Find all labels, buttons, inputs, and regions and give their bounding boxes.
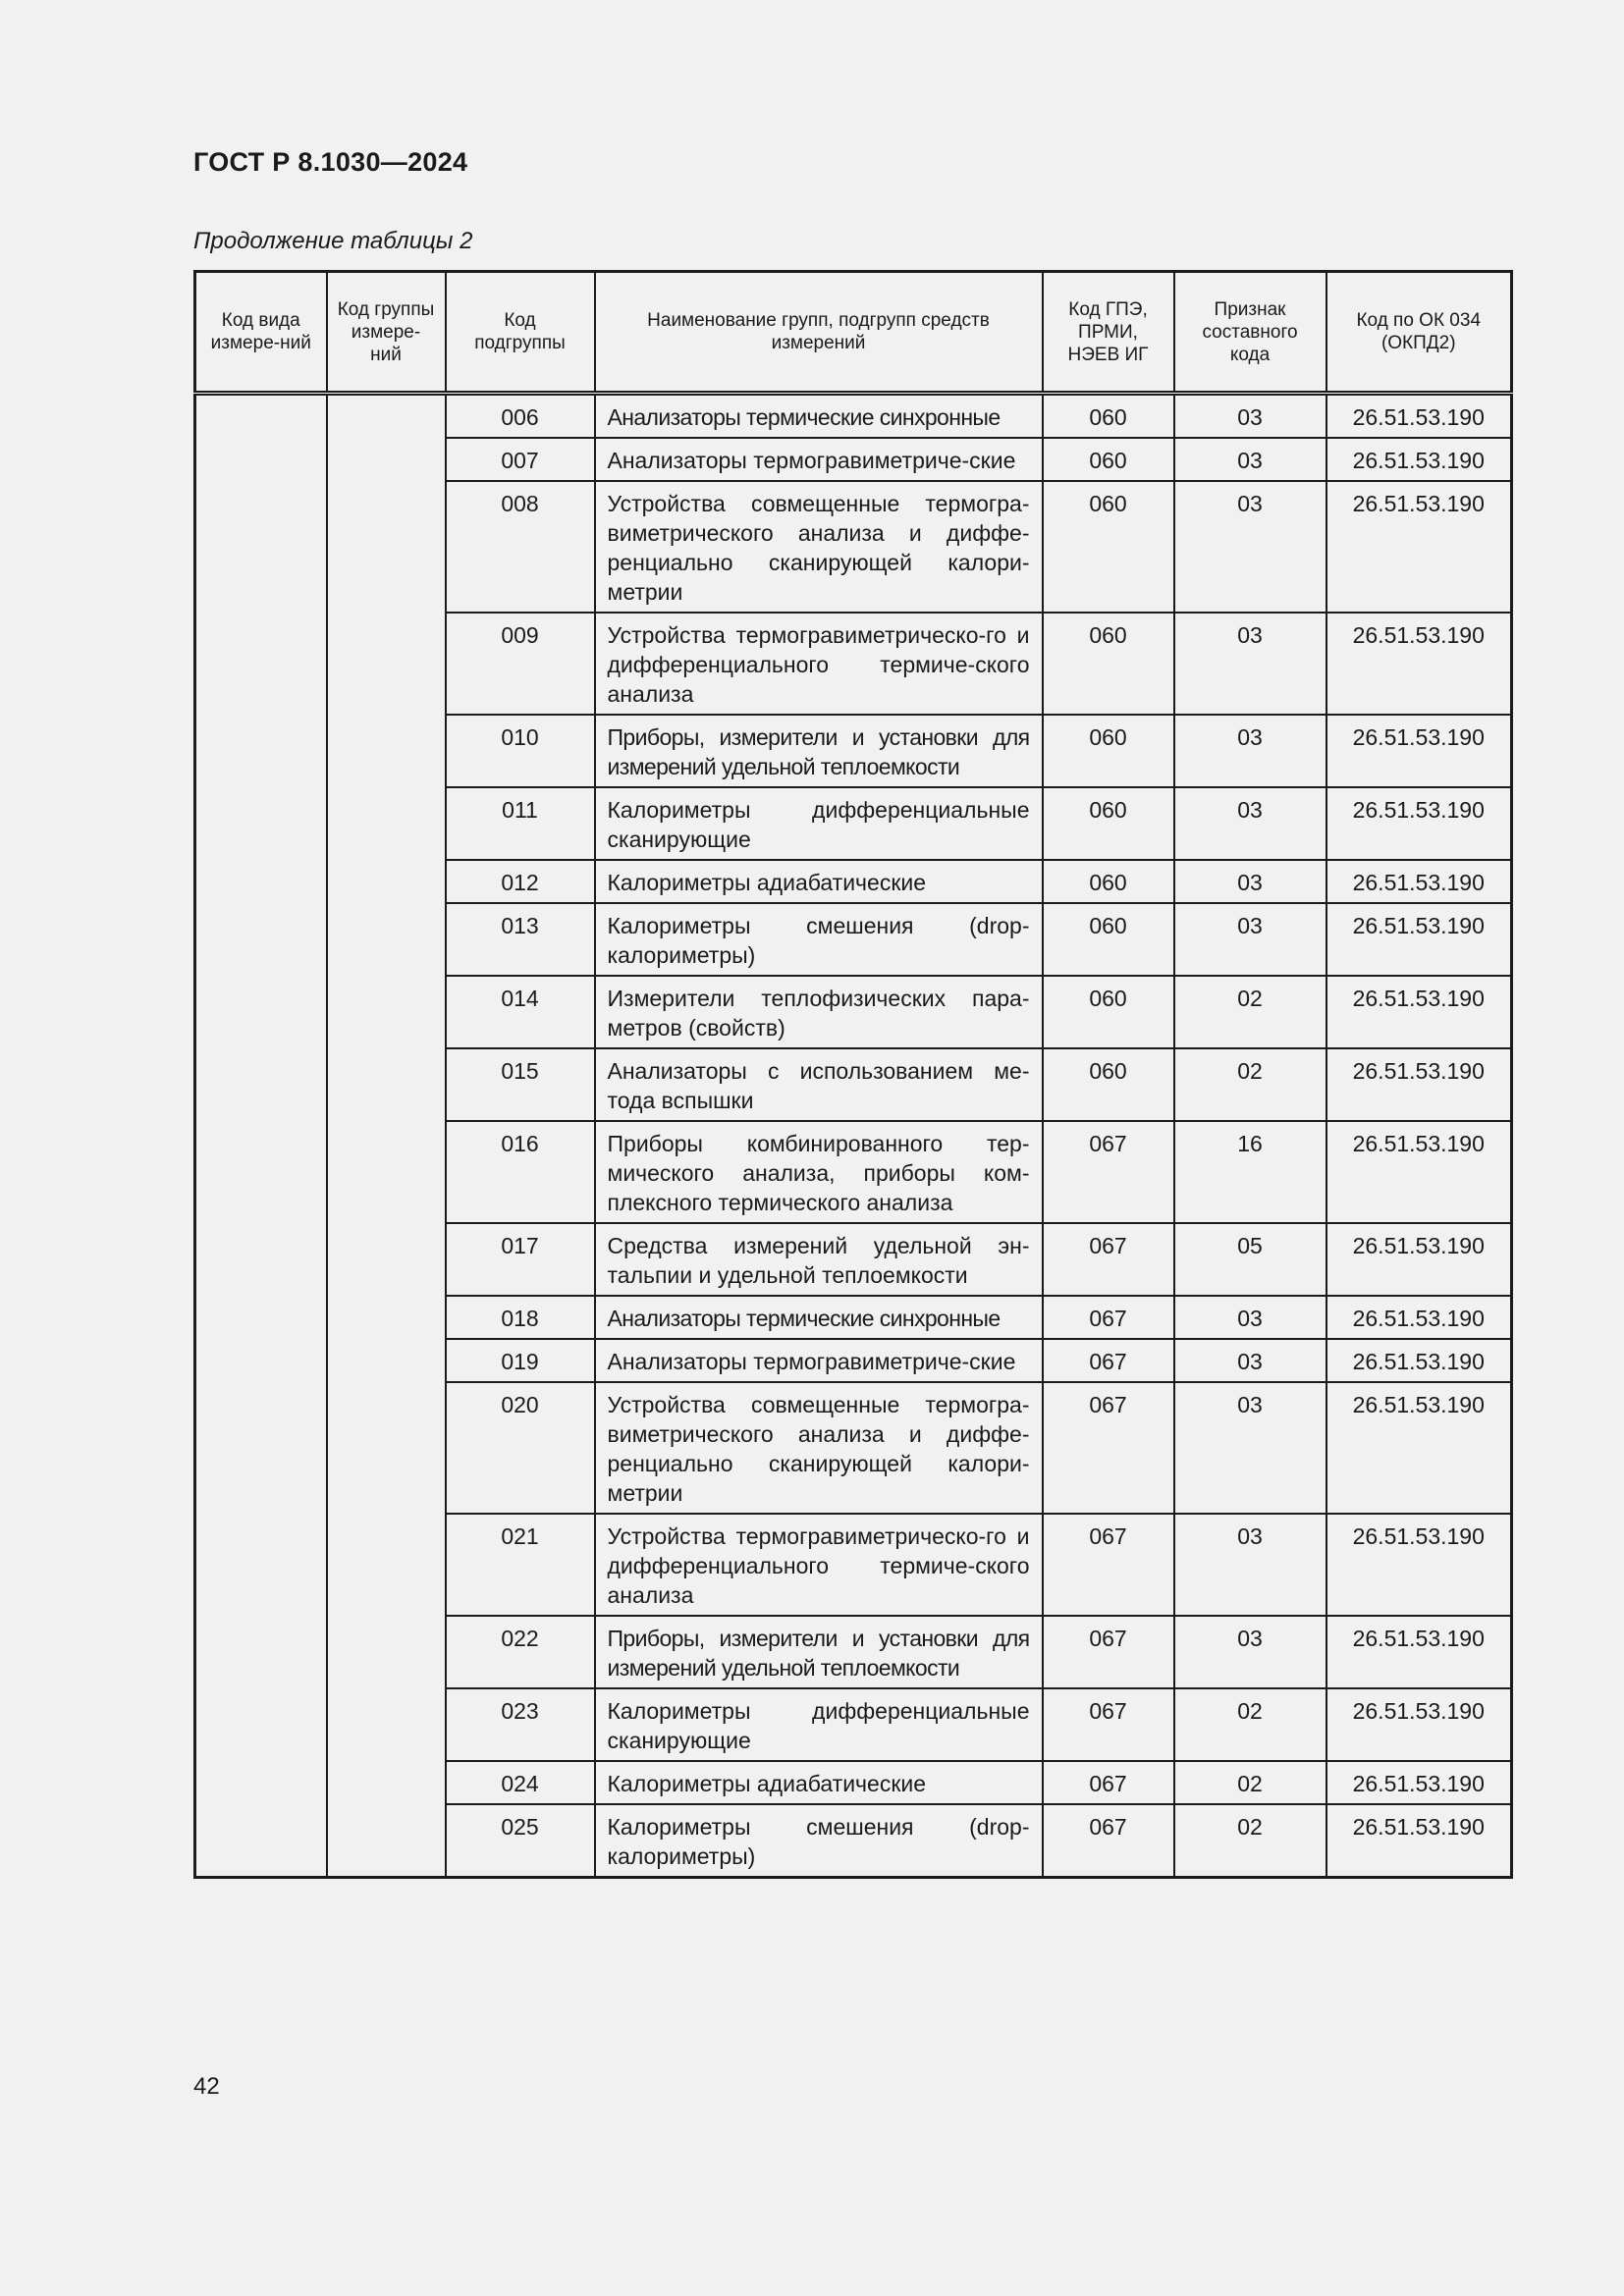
gpe-code-cell: 067	[1043, 1296, 1174, 1339]
subgroup-code-cell: 016	[446, 1121, 595, 1223]
gpe-code-cell: 067	[1043, 1761, 1174, 1804]
okpd2-code-cell: 26.51.53.190	[1326, 481, 1512, 613]
okpd2-code-cell: 26.51.53.190	[1326, 787, 1512, 860]
gpe-code-cell: 067	[1043, 1382, 1174, 1514]
composite-sign-cell: 02	[1174, 976, 1326, 1048]
gpe-code-cell: 060	[1043, 860, 1174, 903]
subgroup-code-cell: 011	[446, 787, 595, 860]
subgroup-code-cell: 006	[446, 394, 595, 439]
subgroup-code-cell: 025	[446, 1804, 595, 1878]
gpe-code-cell: 067	[1043, 1616, 1174, 1688]
subgroup-code-cell: 024	[446, 1761, 595, 1804]
gpe-code-cell: 060	[1043, 613, 1174, 715]
okpd2-code-cell: 26.51.53.190	[1326, 1688, 1512, 1761]
composite-sign-cell: 02	[1174, 1761, 1326, 1804]
okpd2-code-cell: 26.51.53.190	[1326, 1339, 1512, 1382]
group-name-cell: Приборы комбинированного тер-мического анализа, приборы ком-плексного термического анализа	[595, 1121, 1043, 1223]
group-name-cell: Измерители теплофизических пара-метров (свойств)	[595, 976, 1043, 1048]
measurement-group-cell	[327, 394, 446, 1878]
gpe-code-cell: 067	[1043, 1514, 1174, 1616]
subgroup-code-cell: 018	[446, 1296, 595, 1339]
group-name-cell: Устройства термогравиметрическо-го и дифференциального термиче-ского анализа	[595, 613, 1043, 715]
okpd2-code-cell: 26.51.53.190	[1326, 860, 1512, 903]
okpd2-code-cell: 26.51.53.190	[1326, 394, 1512, 439]
composite-sign-cell: 03	[1174, 787, 1326, 860]
group-name-cell: Устройства совмещенные термогра-виметрического анализа и диффе-ренциально сканирующей калори-метрии	[595, 1382, 1043, 1514]
okpd2-code-cell: 26.51.53.190	[1326, 903, 1512, 976]
subgroup-code-cell: 008	[446, 481, 595, 613]
okpd2-code-cell: 26.51.53.190	[1326, 1616, 1512, 1688]
okpd2-code-cell: 26.51.53.190	[1326, 1223, 1512, 1296]
subgroup-code-cell: 021	[446, 1514, 595, 1616]
composite-sign-cell: 03	[1174, 715, 1326, 787]
gpe-code-cell: 060	[1043, 394, 1174, 439]
gpe-code-cell: 060	[1043, 787, 1174, 860]
gpe-code-cell: 060	[1043, 903, 1174, 976]
gpe-code-cell: 067	[1043, 1688, 1174, 1761]
subgroup-code-cell: 019	[446, 1339, 595, 1382]
column-header-subgroup-code: Код подгруппы	[446, 272, 595, 394]
group-name-cell: Калориметры адиабатические	[595, 860, 1043, 903]
composite-sign-cell: 03	[1174, 394, 1326, 439]
okpd2-code-cell: 26.51.53.190	[1326, 1514, 1512, 1616]
table-caption: Продолжение таблицы 2	[193, 228, 473, 254]
composite-sign-cell: 02	[1174, 1048, 1326, 1121]
subgroup-code-cell: 022	[446, 1616, 595, 1688]
okpd2-code-cell: 26.51.53.190	[1326, 438, 1512, 481]
okpd2-code-cell: 26.51.53.190	[1326, 1804, 1512, 1878]
gpe-code-cell: 067	[1043, 1804, 1174, 1878]
subgroup-code-cell: 009	[446, 613, 595, 715]
composite-sign-cell: 02	[1174, 1688, 1326, 1761]
column-header-group-name: Наименование групп, подгрупп средств измерений	[595, 272, 1043, 394]
group-name-cell: Калориметры дифференциальные сканирующие	[595, 787, 1043, 860]
table-header-row	[195, 272, 1512, 394]
measurement-type-cell	[195, 394, 327, 1878]
okpd2-code-cell: 26.51.53.190	[1326, 1761, 1512, 1804]
group-name-cell: Средства измерений удельной эн-тальпии и удельной теплоемкости	[595, 1223, 1043, 1296]
okpd2-code-cell: 26.51.53.190	[1326, 1048, 1512, 1121]
table-body	[195, 394, 1512, 1878]
composite-sign-cell: 03	[1174, 481, 1326, 613]
subgroup-code-cell: 007	[446, 438, 595, 481]
gpe-code-cell: 060	[1043, 481, 1174, 613]
group-name-cell: Анализаторы термические синхронные	[595, 394, 1043, 439]
composite-sign-cell: 03	[1174, 903, 1326, 976]
gpe-code-cell: 060	[1043, 976, 1174, 1048]
composite-sign-cell: 03	[1174, 1296, 1326, 1339]
column-header-composite-sign: Признак составного кода	[1174, 272, 1326, 394]
column-header-measurement-group-code: Код группы измере-ний	[327, 272, 446, 394]
subgroup-code-cell: 023	[446, 1688, 595, 1761]
composite-sign-cell: 16	[1174, 1121, 1326, 1223]
subgroup-code-cell: 017	[446, 1223, 595, 1296]
okpd2-code-cell: 26.51.53.190	[1326, 1296, 1512, 1339]
group-name-cell: Устройства термогравиметрическо-го и дифференциального термиче-ского анализа	[595, 1514, 1043, 1616]
subgroup-code-cell: 015	[446, 1048, 595, 1121]
document-header: ГОСТ Р 8.1030—2024	[193, 147, 468, 177]
gpe-code-cell: 060	[1043, 438, 1174, 481]
group-name-cell: Калориметры дифференциальные сканирующие	[595, 1688, 1043, 1761]
composite-sign-cell: 03	[1174, 438, 1326, 481]
table-row	[195, 394, 1512, 439]
okpd2-code-cell: 26.51.53.190	[1326, 1382, 1512, 1514]
group-name-cell: Приборы, измерители и установки для измерений удельной теплоемкости	[595, 715, 1043, 787]
composite-sign-cell: 02	[1174, 1804, 1326, 1878]
composite-sign-cell: 05	[1174, 1223, 1326, 1296]
group-name-cell: Приборы, измерители и установки для измерений удельной теплоемкости	[595, 1616, 1043, 1688]
gpe-code-cell: 060	[1043, 1048, 1174, 1121]
page-number: 42	[193, 2073, 220, 2100]
subgroup-code-cell: 014	[446, 976, 595, 1048]
subgroup-code-cell: 013	[446, 903, 595, 976]
okpd2-code-cell: 26.51.53.190	[1326, 1121, 1512, 1223]
okpd2-code-cell: 26.51.53.190	[1326, 613, 1512, 715]
okpd2-code-cell: 26.51.53.190	[1326, 715, 1512, 787]
gpe-code-cell: 067	[1043, 1339, 1174, 1382]
composite-sign-cell: 03	[1174, 1514, 1326, 1616]
column-header-measurement-type-code: Код вида измере-ний	[195, 272, 327, 394]
group-name-cell: Калориметры смешения (drop-калориметры)	[595, 903, 1043, 976]
measurement-table	[193, 270, 1513, 1879]
group-name-cell: Калориметры адиабатические	[595, 1761, 1043, 1804]
composite-sign-cell: 03	[1174, 1616, 1326, 1688]
composite-sign-cell: 03	[1174, 613, 1326, 715]
group-name-cell: Анализаторы с использованием ме-тода вспышки	[595, 1048, 1043, 1121]
subgroup-code-cell: 012	[446, 860, 595, 903]
subgroup-code-cell: 010	[446, 715, 595, 787]
group-name-cell: Калориметры смешения (drop-калориметры)	[595, 1804, 1043, 1878]
gpe-code-cell: 067	[1043, 1223, 1174, 1296]
gpe-code-cell: 060	[1043, 715, 1174, 787]
column-header-okpd2-code: Код по ОК 034 (ОКПД2)	[1326, 272, 1512, 394]
composite-sign-cell: 03	[1174, 1339, 1326, 1382]
subgroup-code-cell: 020	[446, 1382, 595, 1514]
gpe-code-cell: 067	[1043, 1121, 1174, 1223]
group-name-cell: Анализаторы термогравиметриче-ские	[595, 1339, 1043, 1382]
group-name-cell: Анализаторы термические синхронные	[595, 1296, 1043, 1339]
composite-sign-cell: 03	[1174, 1382, 1326, 1514]
composite-sign-cell: 03	[1174, 860, 1326, 903]
group-name-cell: Анализаторы термогравиметриче-ские	[595, 438, 1043, 481]
column-header-gpe-code: Код ГПЭ, ПРМИ, НЭЕВ ИГ	[1043, 272, 1174, 394]
group-name-cell: Устройства совмещенные термогра-виметрического анализа и диффе-ренциально сканирующей калори-метрии	[595, 481, 1043, 613]
okpd2-code-cell: 26.51.53.190	[1326, 976, 1512, 1048]
